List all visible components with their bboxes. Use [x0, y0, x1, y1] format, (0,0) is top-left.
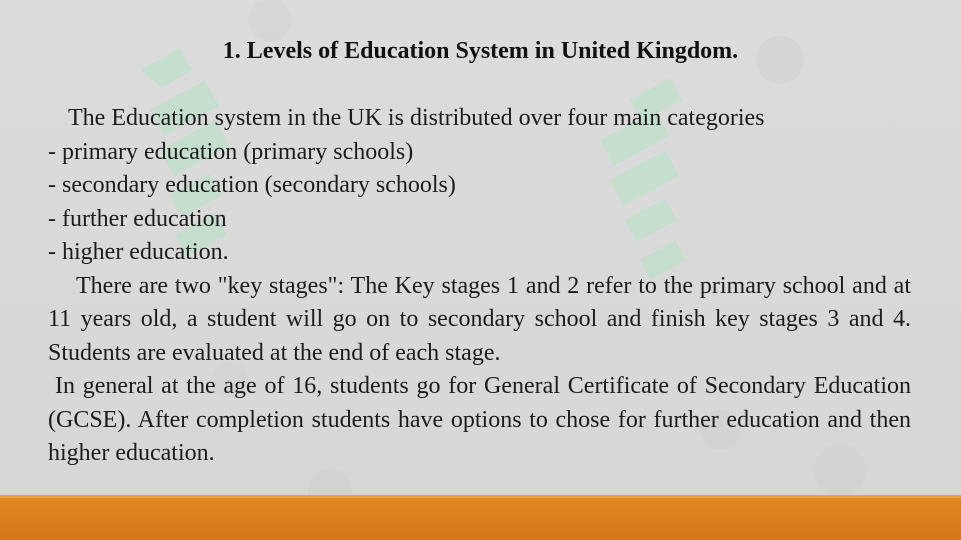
gcse-paragraph: In general at the age of 16, students go for General Certificate of Secondary Education (GCSE). After completion students have options to chose for further education and then higher education. [48, 373, 911, 466]
intro-text: The Education system in the UK is distributed over four main categories [68, 105, 765, 131]
category-item-further: - further education [48, 205, 227, 232]
category-item-secondary: - secondary education (secondary schools) [48, 172, 456, 198]
slide-title: 1. Levels of Education System in United Kingdom. [222, 38, 739, 64]
key-stages-paragraph: There are two "key stages": The Key stages 1 and 2 refer to the primary school and at 11 years old, a student will go on to secondary school and finish key stages 3 and 4. Students are evaluated at the end of each stage. [48, 272, 911, 366]
slide-body [48, 102, 911, 471]
category-item-primary: - primary education (primary schools) [48, 138, 414, 165]
bottom-accent-band [0, 498, 961, 540]
category-item-higher: - higher education. [48, 239, 229, 265]
